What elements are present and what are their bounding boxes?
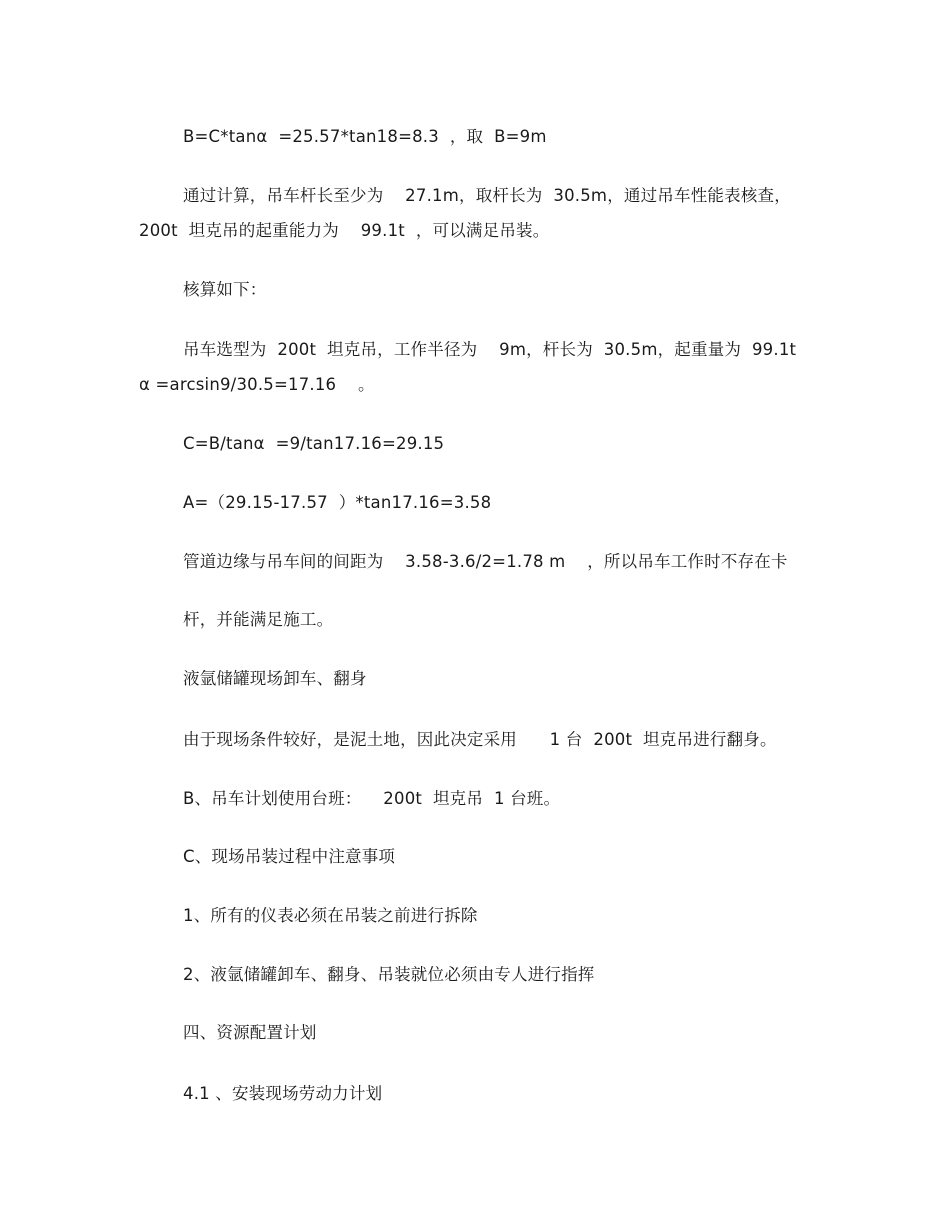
section-heading: 4.1 、安装现场劳动力计划 bbox=[183, 1084, 383, 1103]
section-heading: C、现场吊装过程中注意事项 bbox=[183, 847, 396, 866]
formula-c: C=B/tanα =9/tan17.16=29.15 bbox=[183, 434, 445, 453]
formula-b: B=C*tanα =25.57*tan18=8.3 ，取 B=9m bbox=[183, 127, 547, 146]
paragraph-line: 由于现场条件较好，是泥土地，因此决定采用 1 台 200t 坦克吊进行翻身。 bbox=[183, 730, 777, 749]
list-item: 1、所有的仪表必须在吊装之前进行拆除 bbox=[183, 906, 478, 925]
list-item: 2、液氩储罐卸车、翻身、吊装就位必须由专人进行指挥 bbox=[183, 965, 595, 984]
paragraph-line: 管道边缘与吊车间的间距为 3.58-3.6/2=1.78 m ，所以吊车工作时不存在卡 bbox=[183, 552, 788, 571]
paragraph-line: 杆，并能满足施工。 bbox=[183, 610, 334, 629]
section-heading: 液氩储罐现场卸车、翻身 bbox=[183, 669, 367, 688]
paragraph-line: 吊车选型为 200t 坦克吊，工作半径为 9m，杆长为 30.5m，起重量为 99.1t bbox=[183, 340, 797, 359]
section-heading: 核算如下： bbox=[183, 280, 267, 299]
formula-a: A=（29.15-17.57 ）*tan17.16=3.58 bbox=[183, 493, 492, 512]
formula-alpha: α =arcsin9/30.5=17.16 。 bbox=[139, 375, 375, 394]
section-heading: 四、资源配置计划 bbox=[183, 1023, 317, 1042]
paragraph-line: 200t 坦克吊的起重能力为 99.1t ，可以满足吊装。 bbox=[139, 221, 550, 240]
paragraph-line: 通过计算，吊车杆长至少为 27.1m，取杆长为 30.5m，通过吊车性能表核查， bbox=[183, 186, 791, 205]
paragraph-line: B、吊车计划使用台班： 200t 坦克吊 1 台班。 bbox=[183, 789, 561, 808]
